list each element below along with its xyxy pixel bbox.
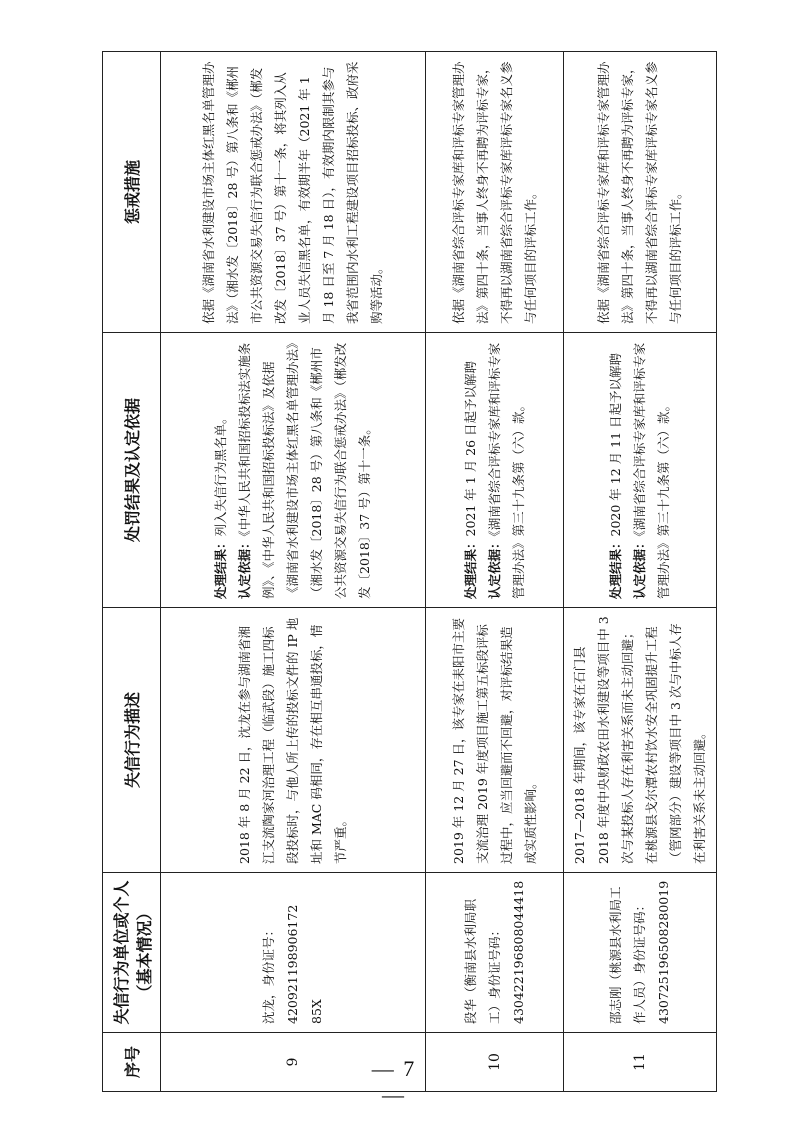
result-label: 处理结果：: [213, 536, 228, 599]
header-measure: 惩戒措施: [103, 52, 161, 333]
subject-cell: 邵志刚（桃源县水利局工作人员）身份证号码：430725196508280019: [564, 873, 717, 1033]
result-label: 处理结果：: [462, 536, 478, 599]
result-text: 2020 年 12 月 11 日起予以解聘: [608, 352, 623, 537]
discredit-table: [102, 51, 717, 1092]
measure-cell: 依据《湖南省水利建设市场主体红黑名单管理办法》（湘水发〔2018〕28 号）第八条和《郴州市公共资源交易失信行为联合惩戒办法》（郴发改发〔2018〕37 号）第十一条，将其列入从业人员失信黑名单，有效期半年（2021 年 1 月 18 日至 7 月 18 日），有效期内限制其参与我省范围内水利工程建设项目招标投标、政府采购等活动。: [161, 52, 426, 333]
result-text: 列入失信行为黑名单。: [213, 411, 228, 537]
row-number: 9: [161, 1033, 426, 1092]
row-number: 10: [426, 1033, 564, 1092]
row-number: 11: [564, 1033, 717, 1092]
rotated-table-container: [102, 52, 707, 1092]
behavior-cell: 2018 年 8 月 22 日，沈龙在参与湖南省湘江支流陶家河治理工程（临武段）施工四标段投标时，与他人所上传的投标文件的 IP 地址和 MAC 码相同，存在相互串通投标，情节严重。: [161, 608, 426, 873]
header-no: 序号: [103, 1033, 161, 1092]
table-header-row: [103, 52, 161, 1092]
header-behavior: 失信行为描述: [103, 608, 161, 873]
header-subject: 失信行为单位或个人（基本情况）: [103, 873, 161, 1033]
result-label: 处理结果：: [608, 536, 623, 599]
result-text: 2021 年 1 月 26 日起予以解聘: [462, 360, 478, 537]
basis-text: 《湖南省综合评标专家库和评标专家管理办法》第三十九条第（六）款。: [632, 342, 671, 599]
table-row: [426, 52, 564, 1092]
result-cell: [564, 333, 717, 608]
page-number: — 7 —: [371, 1056, 417, 1107]
basis-text: 《湖南省综合评标专家库和评标专家管理办法》第三十九条第（六）款。: [486, 342, 526, 599]
subject-cell: 沈龙，身份证号：420921198906172 85X: [161, 873, 426, 1033]
header-result: 处罚结果及认定依据: [103, 333, 161, 608]
table-row: [161, 52, 426, 1092]
result-cell: [426, 333, 564, 608]
basis-text: 《中华人民共和国招标投标法实施条例》、《中华人民共和国招标投标法》及依据《湖南省水利建设市场主体红黑名单管理办法》（湘水发〔2018〕28 号）第八条和《郴州市公共资源交易失信行为联合惩戒办法》（郴发改发〔2018〕37 号）第十一条。: [237, 342, 372, 599]
basis-label: 认定依据：: [486, 536, 502, 599]
table-row: [564, 52, 717, 1092]
behavior-cell: 2017—2018 年期间，该专家在石门县 2018 年度中央财政农田水利建设等项目中 3 次与某投标人存在利害关系而未主动回避；在桃源县戈尔潭农村饮水安全巩固提升工程（管网部分）建设等项目中 3 次与中标人存在利害关系未主动回避。: [564, 608, 717, 873]
result-cell: [161, 333, 426, 608]
behavior-cell: 2019 年 12 月 27 日，该专家在耒阳市主要支流治理 2019 年度项目施工第五标段评标过程中，应当回避而不回避，对评标结果造成实质性影响。: [426, 608, 564, 873]
measure-cell: 依据《湖南省综合评标专家库和评标专家管理办法》第四十条，当事人终身不再聘为评标专家，不得再以湖南省综合评标专家库评标专家名义参与任何项目的评标工作。: [564, 52, 717, 333]
basis-label: 认定依据：: [632, 536, 647, 599]
subject-cell: 段华（衡南县水利局职工）身份证号码：430422196808044418: [426, 873, 564, 1033]
basis-label: 认定依据：: [237, 536, 252, 599]
measure-cell: 依据《湖南省综合评标专家库和评标专家管理办法》第四十条，当事人终身不再聘为评标专家，不得再以湖南省综合评标专家库评标专家名义参与任何项目的评标工作。: [426, 52, 564, 333]
